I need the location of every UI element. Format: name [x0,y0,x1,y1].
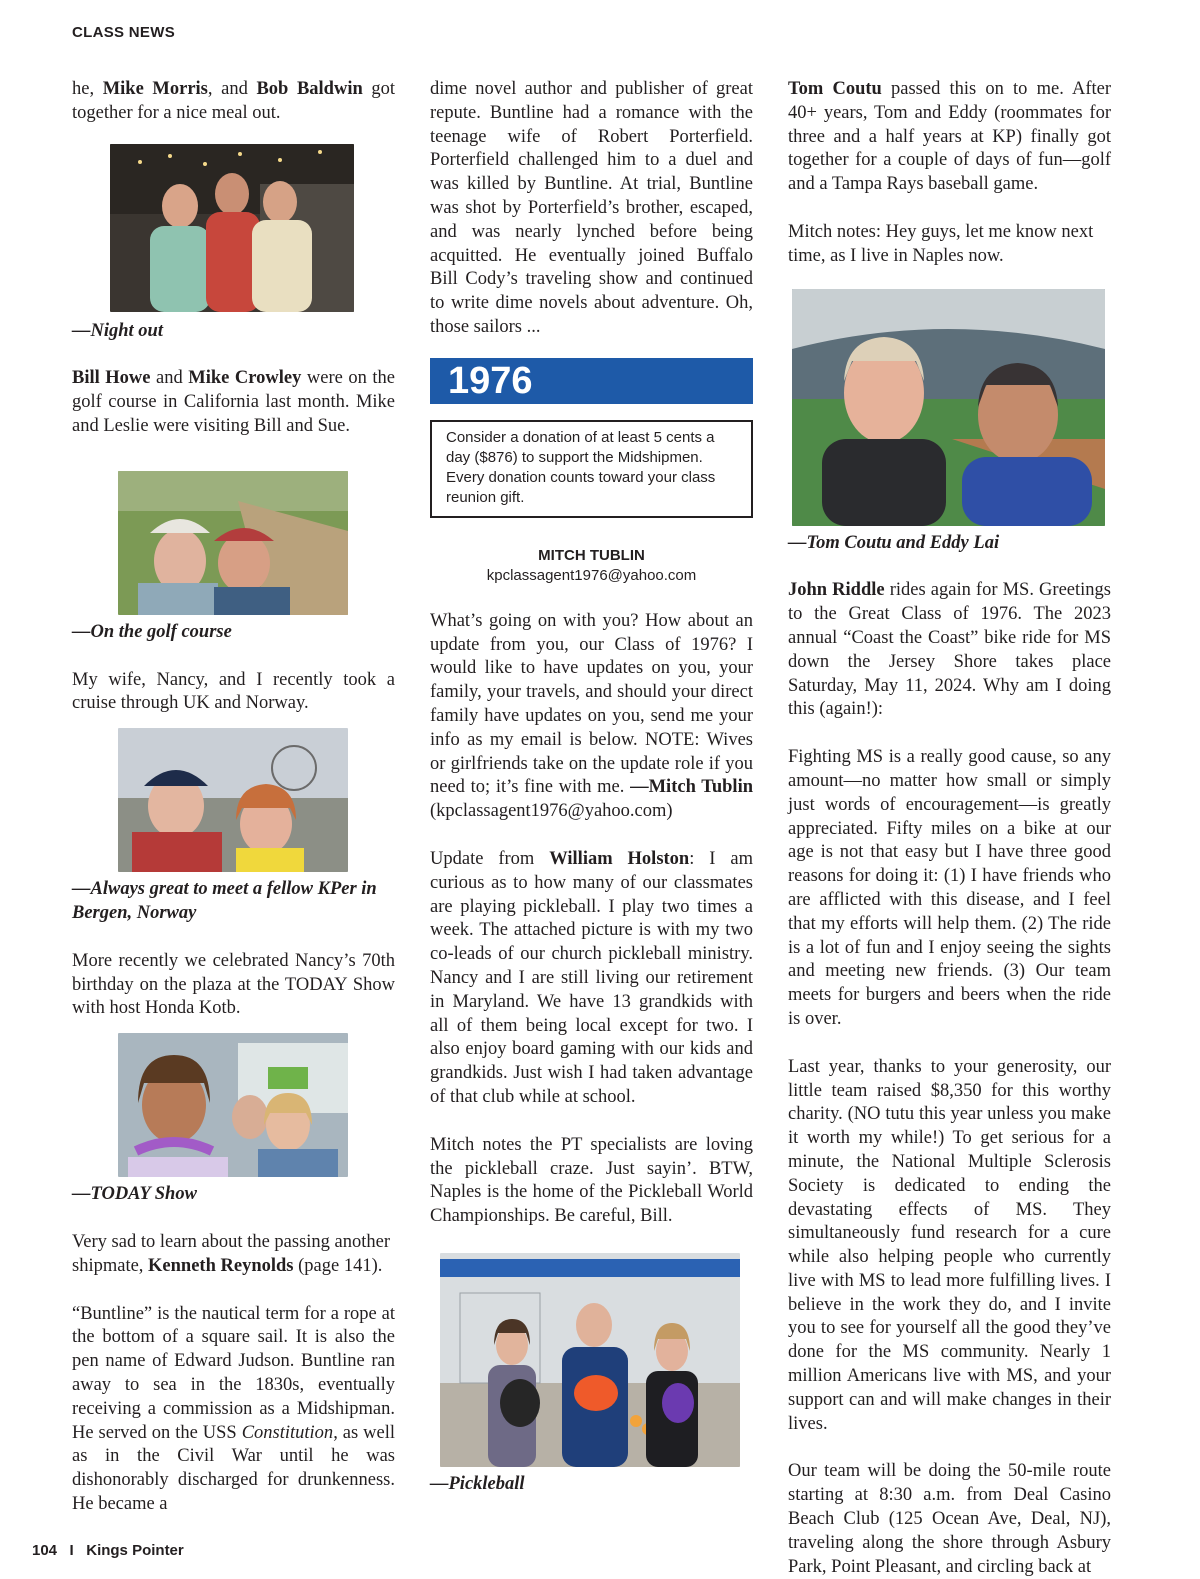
agent-name: MITCH TUBLIN [538,546,645,564]
section-label: CLASS NEWS [72,24,176,41]
photo-pickleball [440,1253,740,1467]
column-1 [72,78,395,1517]
caption-today-show: —TODAY Show [72,1184,197,1205]
paragraph-pickleball-craze: Mitch notes the PT specialists are loving the pickleball craze. Just sayin’. BTW, Naples is the home of the Pickleball World Championships. Be careful, Bill. [430,1134,753,1227]
caption-golf-course: —On the golf course [72,621,232,642]
class-agent [430,546,753,586]
paragraph-night-out: he, Mike Morris, and Bob Baldwin got together for a nice meal out. [72,79,395,123]
agent-email[interactable]: kpclassagent1976@yahoo.com [486,566,697,584]
paragraph-golf: Bill Howe and Mike Crowley were on the golf course in California last month. Mike and Leslie were visiting Bill and Sue. [72,368,395,436]
caption-tom-coutu-eddy-lai: —Tom Coutu and Eddy Lai [788,532,1000,553]
page-footer [32,1542,184,1559]
paragraph-fighting-ms: Fighting MS is a really good cause, so any amount—no matter how small or simply just words of encouragement—is greatly appreciated. Fifty miles on a bike at our age is not that easy but I have three good reasons for doing it: (1) I have friends who are afflicted with this disease, and I feel that my efforts will help them. (2) The ride is a lot of fun and I enjoy seeing the sights and meeting new friends. (3) Our team meets for burgers and beers when the ride is over. [788,747,1111,1029]
photo-tom-coutu-eddy-lai [792,289,1105,526]
caption-pickleball: —Pickleball [430,1473,525,1494]
caption-bergen-norway: —Always great to meet a fellow KPer in Bergen, Norway [72,879,377,923]
paragraph-mitch-naples: Mitch notes: Hey guys, let me know next time, as I live in Naples now. [788,221,1094,266]
column-3 [788,78,1111,1579]
class-year-banner: 1976 [430,358,753,404]
photo-golf-course [118,471,348,615]
paragraph-buntline-continued: dime novel author and publisher of great repute. Buntline had a romance with the teenage wife of Robert Porterfield. Porterfield challenged him to a duel and was killed by Buntline. At trial, Buntline was shot by Porterfield’s brother, escaped, and was nearly lynched before being acquitted. He eventually joined Buffalo Bill Cody’s traveling show and continued to write dime novels about adventure. Oh, those sailors ... [430,79,753,337]
photo-night-out [110,144,354,312]
footer-separator: I [69,1542,74,1559]
caption-night-out: —Night out [72,320,163,341]
paragraph-tom-coutu: Tom Coutu passed this on to me. After 40+ years, Tom and Eddy (roommates for three and a half years at KP) finally got together for a couple of days of fun—golf and a Tampa Rays baseball game. [788,79,1111,195]
donation-box: Consider a donation of at least 5 cents a day ($876) to support the Midshipmen. Every donation counts toward your class reunion gift. [430,420,753,518]
paragraph-today-show: More recently we celebrated Nancy’s 70th birthday on the plaza at the TODAY Show with host Honda Kotb. [72,950,395,1019]
paragraph-route: Our team will be doing the 50-mile route starting at 8:30 a.m. from Deal Casino Beach Club (125 Ocean Ave, Deal, NJ), traveling along the shore through Asbury Park, Point Pleasant, and circling back at [788,1461,1111,1577]
paragraph-last-year: Last year, thanks to your generosity, our little team raised $8,350 for this worthy charity. (NO tutu this year unless you make it worth my while!) To get serious for a minute, the National Multiple Sclerosis Society is dedicated to ending the devastating effects of MS. They simultaneously fund research for a cure while also helping people who currently live with MS to lead more fulfilling lives. I believe in the work they do, and I invite you to see for yourself all the good they’ve done for the MS community. Nearly 1 million Americans live with MS, and your support can and will make changes in their lives. [788,1056,1111,1434]
photo-bergen-norway [118,728,348,872]
paragraph-william-holston: Update from William Holston: I am curious as to how many of our classmates are playing pickleball. I play two times a week. The attached picture is with my two co-leads of our church pickleball ministry. Nancy and I are still living our retirement in Maryland. We have 13 grandkids with all of them being local except for two. I also enjoy board gaming with our kids and grandkids. Just wish I had taken advantage of that club while at school. [430,848,753,1107]
paragraph-john-riddle: John Riddle rides again for MS. Greetings to the Great Class of 1976. The 2023 annual “Coast the Coast” bike ride for MS down the Jersey Shore takes place Saturday, May 11, 2024. Why am I doing this (again!): [788,580,1111,720]
photo-today-show [118,1033,348,1177]
paragraph-updates-request: What’s going on with you? How about an update from you, our Class of 1976? I would like to have updates on you, your family, your travels, and should your direct family have updates on you, send me your info as my email is below. NOTE: Wives or girlfriends take on the update role if you need to; it’s fine with me. —Mitch Tublin (kpclassagent1976@yahoo.com) [430,610,753,822]
column-2 [430,78,753,1497]
page-number: 104 [32,1542,58,1559]
paragraph-cruise: My wife, Nancy, and I recently took a cruise through UK and Norway. [72,669,395,714]
paragraph-kenneth-reynolds: Very sad to learn about the passing another shipmate, Kenneth Reynolds (page 141). [72,1231,391,1276]
paragraph-buntline: “Buntline” is the nautical term for a rope at the bottom of a square sail. It is also the pen name of Edward Judson. Buntline ran away to sea in the 1830s, eventually receiving a commission as a Midshipman. He served on the USS Constitution, as well as in the Civil War until he was dishonorably discharged for drunkenness. He became a [72,1303,395,1514]
publication-name: Kings Pointer [86,1542,184,1559]
